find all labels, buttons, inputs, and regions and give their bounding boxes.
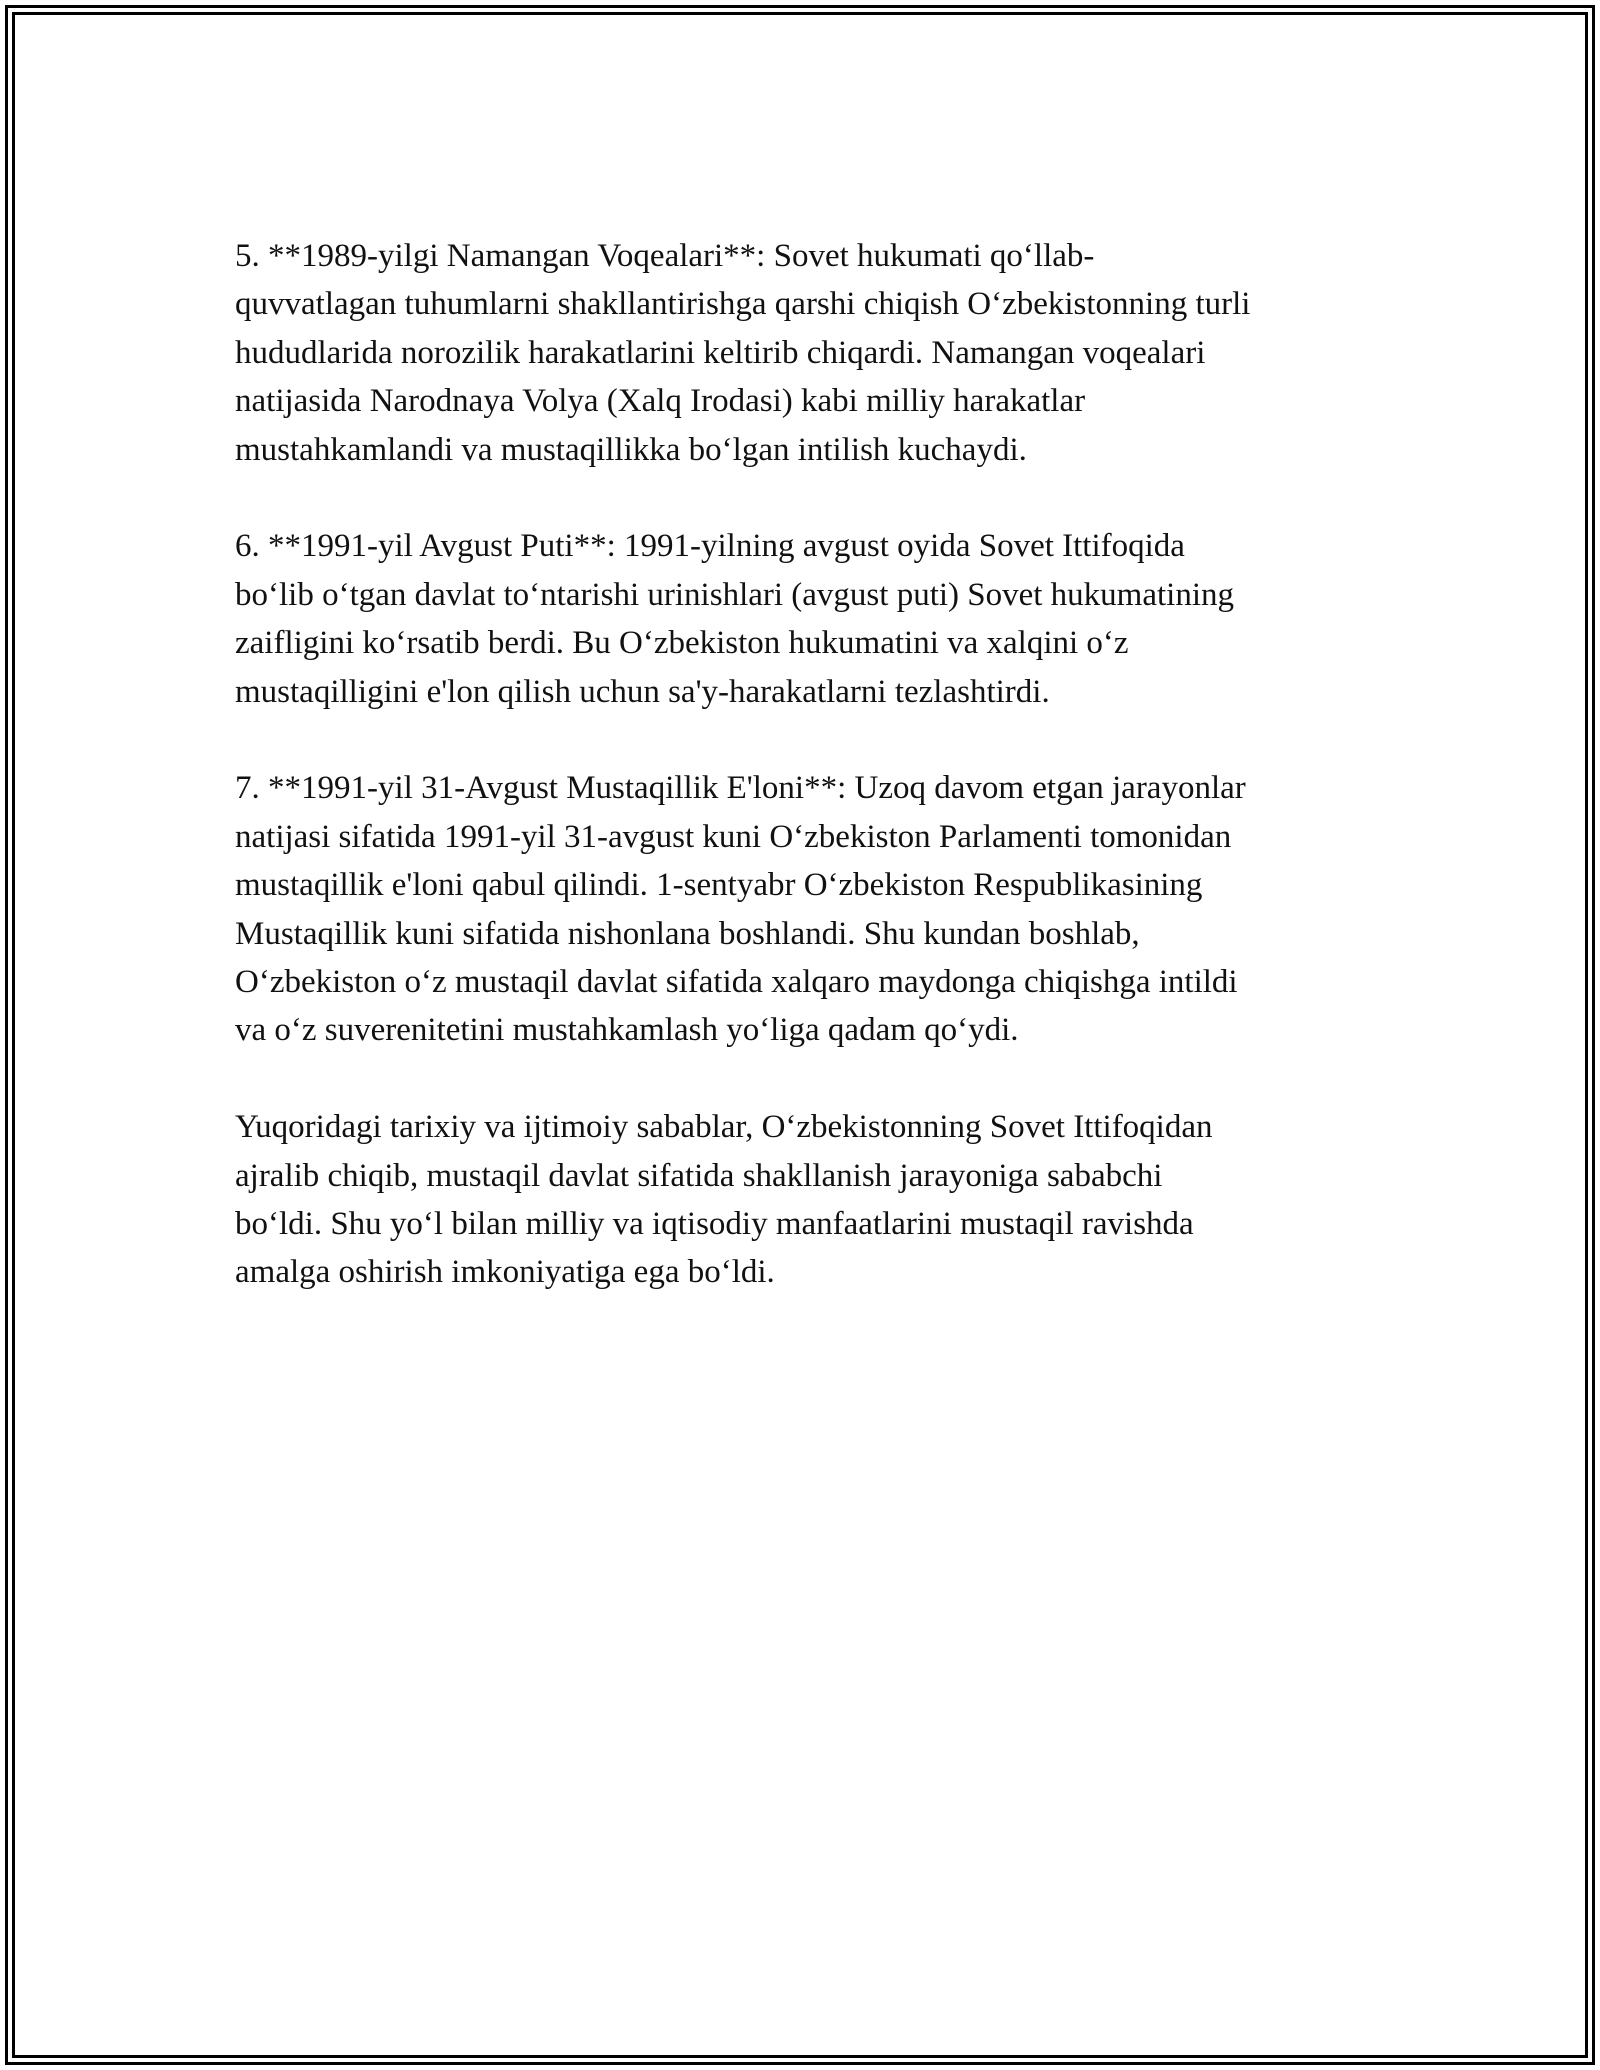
paragraph-conclusion xyxy=(235,1103,1370,1297)
text-line: bo‘lib o‘tgan davlat to‘ntarishi urinishlari (avgust puti) Sovet hukumatining xyxy=(235,576,1235,613)
paragraph-independence-declaration xyxy=(235,764,1370,1054)
text-line: 6. **1991-yil Avgust Puti**: 1991-yilning avgust oyida Sovet Ittifoqida xyxy=(235,528,1185,565)
text-line: bo‘ldi. Shu yo‘l bilan milliy va iqtisodiy manfaatlarini mustaqil ravishda xyxy=(235,1206,1194,1243)
paragraph-namangan-events xyxy=(235,232,1370,474)
text-line: O‘zbekiston o‘z mustaqil davlat sifatida xalqaro maydonga chiqishga intildi xyxy=(235,964,1238,1001)
text-line: mustahkamlandi va mustaqillikka bo‘lgan intilish kuchaydi. xyxy=(235,431,1027,468)
text-line: Yuqoridagi tarixiy va ijtimoiy sabablar, O‘zbekistonning Sovet Ittifoqidan xyxy=(235,1109,1213,1146)
text-line: mustaqilligini e'lon qilish uchun sa'y-harakatlarni tezlashtirdi. xyxy=(235,673,1050,710)
paragraph-august-putsch xyxy=(235,522,1370,716)
text-line: quvvatlagan tuhumlarni shakllantirishga qarshi chiqish O‘zbekistonning turli xyxy=(235,286,1251,323)
text-line: 7. **1991-yil 31-Avgust Mustaqillik E'loni**: Uzoq davom etgan jarayonlar xyxy=(235,770,1246,807)
text-line: hududlarida norozilik harakatlarini keltirib chiqardi. Namangan voqealari xyxy=(235,334,1206,371)
text-line: zaifligini ko‘rsatib berdi. Bu O‘zbekiston hukumatini va xalqini o‘z xyxy=(235,625,1129,662)
text-line: natijasi sifatida 1991-yil 31-avgust kuni O‘zbekiston Parlamenti tomonidan xyxy=(235,818,1232,855)
text-line: 5. **1989-yilgi Namangan Voqealari**: Sovet hukumati qo‘llab- xyxy=(235,238,1095,274)
document-body xyxy=(235,232,1370,1345)
text-line: mustaqillik e'loni qabul qilindi. 1-sentyabr O‘zbekiston Respublikasining xyxy=(235,867,1203,904)
text-line: ajralib chiqib, mustaqil davlat sifatida shakllanish jarayoniga sababchi xyxy=(235,1157,1163,1194)
text-line: amalga oshirish imkoniyatiga ega bo‘ldi. xyxy=(235,1254,775,1291)
text-line: Mustaqillik kuni sifatida nishonlana boshlandi. Shu kundan boshlab, xyxy=(235,915,1140,952)
text-line: natijasida Narodnaya Volya (Xalq Irodasi) kabi milliy harakatlar xyxy=(235,383,1086,420)
text-line: va o‘z suverenitetini mustahkamlash yo‘liga qadam qo‘ydi. xyxy=(235,1012,1019,1049)
